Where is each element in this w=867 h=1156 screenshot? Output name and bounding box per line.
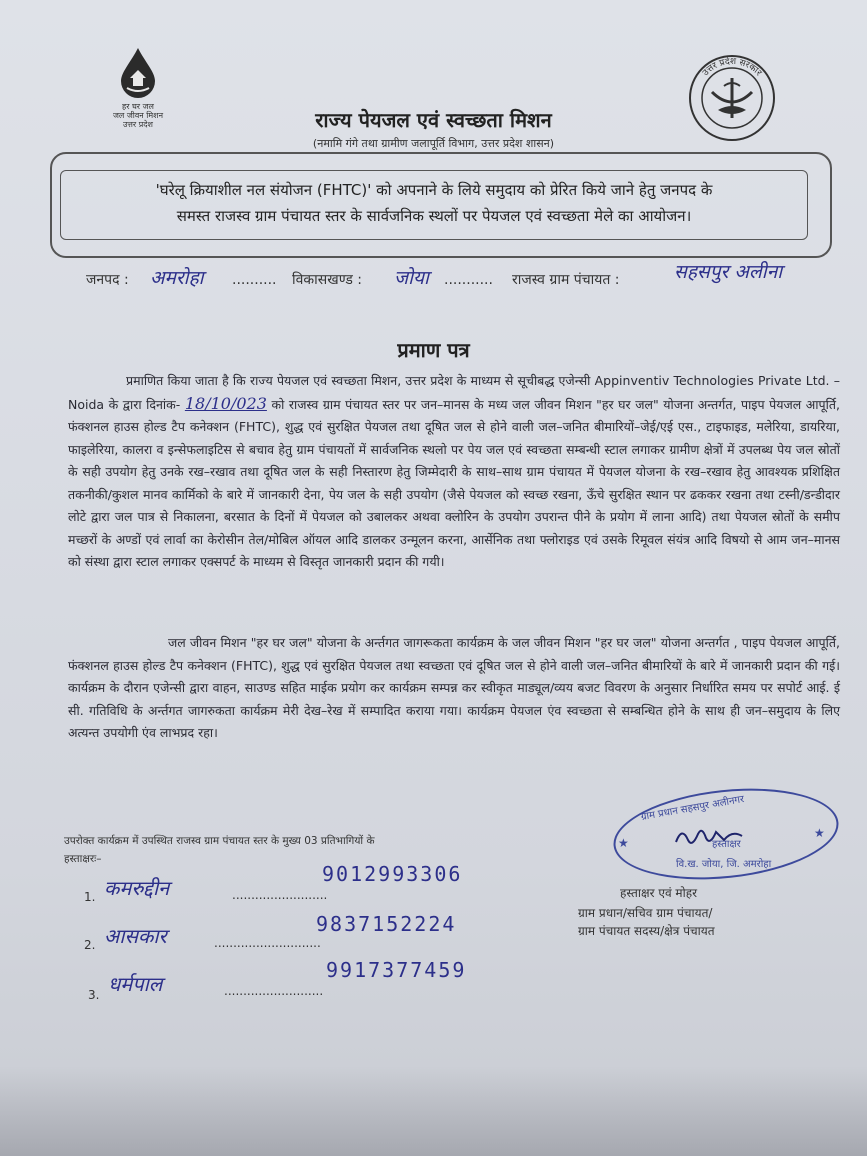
svg-text:उत्तर प्रदेश सरकार — [701, 55, 764, 78]
district-label: जनपद : — [86, 272, 129, 288]
page-subtitle: (नमामि गंगे तथा ग्रामीण जलापूर्ति विभाग, उत्तर प्रदेश शासन) — [312, 137, 555, 150]
para1-rest: को राजस्व ग्राम पंचायत स्तर पर जन–मानस के मध्य जल जीवन मिशन "हर घर जल" योजना अन्तर्गत, पाइप पेयजल आपूर्ति, फंक्शनल हाउस होल्ड टैप कनेक्शन (FHTC), शुद्ध एवं सुरक्षित पेयजल तथा दूषित जल से होने वाली जल–जनित बीमारियों–जेई/एई एस., टाइफाइड, मलेरिया, डायरिया, फाइलेरिया, कालरा व इन्सेफलाइटिस से बचाव हेतु ग्राम पंचायतों में सार्वजनिक स्थलो पर पेय जल एवं स्वच्छता सम्बन्धी स्टाल लगाकर ग्रामीण क्षेत्रों में उपलब्ध पेय जल स्रोतों के सही उपयोग हेतु उनके रख–रखाव तथा दूषित जल के सही निस्तारण हेतु जिम्मेदारी के साथ–साथ ग्राम पंचायत में पेयजल योजना के रख–रखाव हेतु आवश्यक प्रशिक्षित तकनीकी/कुशल मानव कार्मिको के बारे में जानकारी देना, पेय जल के सही उपयोग (जैसे पेयजल को स्वच्छ रखना, ऊँचे सुरक्षित स्थान पर ढककर रखना तथा टस्नी/डन्डीदार लोटे द्वारा जल पात्र से निकालना, बरसात के दिनों में पेयजल को उबालकर अथवा क्लोरिन के उपयोग उपरान्त पीने के प्रयोग में लाना आदि) तथा पेयजल स्रोतों के समीप मच्छरों के अण्डों एवं लार्वा का केरोसीन तेल/मोबिल ऑयल आदि डालकर उन्मूलन करना, आर्सेनिक तथा फ्लोराइड एवं उसके रिमूवल संयंत्र आदि विषयो से आम जन–मानस को संस्था द्वारा स्टाल लगाकर एक्सपर्ट के माध्यम से विस्तृत जानकारी प्रदान की गयी। — [68, 396, 840, 569]
participant-1-number: 1. — [84, 890, 96, 904]
participant-1-dots: ......................... — [232, 888, 328, 902]
emblem-text: उत्तर प्रदेश सरकार — [700, 56, 764, 79]
stamp-bottom-text: वि.ख. जोया, जि. अमरोहा — [676, 859, 772, 870]
signatory-line-3: ग्राम पंचायत सदस्य/क्षेत्र पंचायत — [578, 924, 715, 938]
page-title: राज्य पेयजल एवं स्वच्छता मिशन — [315, 108, 552, 132]
participants-intro: उपरोक्त कार्यक्रम में उपस्थित राजस्व ग्राम पंचायत स्तर के मुख्य 03 प्रतिभागियों के — [64, 835, 375, 847]
banner-line-2: समस्त राजस्व ग्राम पंचायत स्तर के सार्वजनिक स्थलों पर पेयजल एवं स्वच्छता मेले का आयोजन। — [176, 207, 692, 225]
participant-2-signature: आसकार — [104, 924, 167, 948]
district-value: अमरोहा — [150, 267, 204, 289]
participant-1-phone: 9012993306 — [322, 862, 463, 886]
para1-start: प्रमाणित किया जाता है कि राज्य पेयजल एवं स्वच्छता मिशन, उत्तर प्रदेश के माध्यम से सूचीबद्ध एजेन्सी Appinventiv Technologies Private Ltd. – Noida के द्वारा दिनांक- — [68, 373, 840, 412]
logo-caption-3: उत्तर प्रदेश — [123, 120, 153, 129]
certificate-paragraph-1 — [68, 370, 840, 574]
signatory-line-1: हस्ताक्षर एवं मोहर — [620, 886, 698, 900]
participant-1-signature: कमरुद्दीन — [104, 876, 170, 900]
logo-caption-2: जल जीवन मिशन — [112, 111, 164, 120]
stamp-mid-text: हस्ताक्षर — [712, 839, 741, 850]
signatory-line-2: ग्राम प्रधान/सचिव ग्राम पंचायत/ — [578, 906, 713, 920]
certificate-paragraph-2: जल जीवन मिशन "हर घर जल" योजना के अर्न्तगत जागरूकता कार्यक्रम के जल जीवन मिशन "हर घर जल" योजना अन्तर्गत , पाइप पेयजल आपूर्ति, फंक्शनल हाउस होल्ड टैप कनेक्शन (FHTC), शुद्ध एवं सुरक्षित पेयजल तथा स्वच्छता एवं दूषित जल से होने वाली जल–जनित बीमारियों के बारे में जानकारी प्रदान की गई। कार्यक्रम के दौरान एजेन्सी द्वारा वाहन, साउण्ड सहित माईक प्रयोग कर कार्यक्रम सम्पन्न कर स्वीकृत माड्यूल/व्यय बजट विवरण के अनुसार निर्धारित समय पर सपोर्ट आई. ई सी. गतिविधि के अर्न्तगत जागरुकता कार्यक्रम मेरी देख–रेख में सम्पादित कराया गया। कार्यक्रम पेयजल एंव स्वच्छता से सम्बन्धित होने के साथ ही जन–समुदाय के लिए अत्यन्त उपयोगी एंव लाभप्रद रहा। — [68, 635, 840, 740]
logo-caption-1: हर घर जल — [122, 102, 154, 111]
block-value: जोया — [394, 267, 429, 289]
participants-sign-label: हस्ताक्षरः– — [64, 853, 102, 865]
photo-shadow — [0, 1066, 867, 1156]
stamp-star-icon-2: ★ — [814, 826, 825, 840]
banner-line-1: 'घरेलू क्रियाशील नल संयोजन (FHTC)' को अपनाने के लिये समुदाय को प्रेरित किये जाने हेतु जनपद के — [155, 181, 713, 199]
stamp-star-icon: ★ — [618, 836, 629, 850]
panchayat-value: सहसपुर अलीना — [674, 261, 783, 283]
event-date: 18/10/023 — [184, 393, 267, 413]
participant-3-signature: धर्मपाल — [108, 972, 163, 996]
participant-3-phone: 9917377459 — [326, 958, 467, 982]
participant-3-number: 3. — [88, 988, 100, 1002]
block-label: विकासखण्ड : — [292, 272, 363, 288]
participant-3-dots: .......................... — [224, 984, 324, 998]
water-drop-icon — [117, 46, 159, 98]
stamp-top-text: ग्राम प्रधान सहसपुर अलीनगर — [640, 793, 746, 823]
participant-2-dots: ............................ — [214, 936, 321, 950]
block-dots: ........... — [444, 272, 493, 288]
participant-2-phone: 9837152224 — [316, 912, 457, 936]
panchayat-label: राजस्व ग्राम पंचायत : — [512, 272, 620, 288]
participant-2-number: 2. — [84, 938, 96, 952]
district-dots: .......... — [232, 272, 277, 288]
event-banner — [60, 170, 808, 240]
certificate-title: प्रमाण पत्र — [397, 338, 470, 362]
